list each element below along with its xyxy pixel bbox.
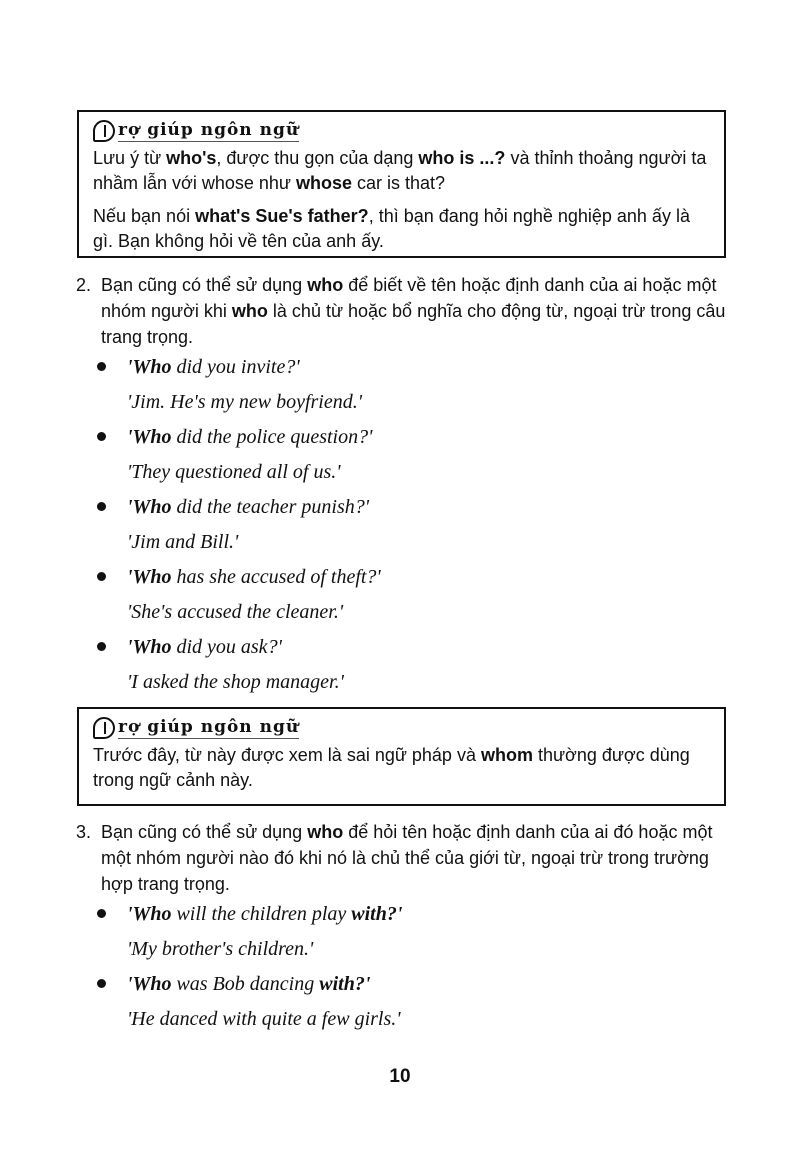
example-question: 'Who will the children play with?' (127, 903, 403, 925)
example-item (95, 353, 715, 423)
example-answer: 'My brother's children.' (127, 938, 314, 960)
language-help-title-text: rợ giúp ngôn ngữ (118, 120, 300, 140)
example-answer: 'She's accused the cleaner.' (127, 601, 344, 623)
note-paragraph-whos: Lưu ý từ who's, được thu gọn của dạng who is ...? và thỉnh thoảng người ta nhầm lẫn với whose như whose car is that? (93, 148, 707, 193)
example-question: 'Who has she accused of theft?' (127, 566, 381, 588)
language-help-title-text: rợ giúp ngôn ngữ (118, 717, 300, 737)
example-item (95, 970, 715, 1040)
bullet-icon (97, 502, 106, 511)
example-question: 'Who did you invite?' (127, 356, 300, 378)
example-item (95, 563, 715, 633)
example-question: 'Who did the police question?' (127, 426, 373, 448)
example-item (95, 493, 715, 563)
example-item (95, 423, 715, 493)
example-question: 'Who was Bob dancing with?' (127, 973, 371, 995)
note-paragraph-whom: Trước đây, từ này được xem là sai ngữ pháp và whom thường được dùng trong ngữ cảnh này. (93, 745, 690, 790)
example-question: 'Who did the teacher punish?' (127, 496, 370, 518)
bullet-icon (97, 979, 106, 988)
bullet-icon (97, 909, 106, 918)
bullet-icon (97, 642, 106, 651)
example-answer: 'Jim and Bill.' (127, 531, 239, 553)
bullet-icon (97, 362, 106, 371)
decorative-t-initial-icon (93, 120, 115, 142)
section-2-text: Bạn cũng có thể sử dụng who để biết về tên hoặc định danh của ai hoặc một nhóm người khi who là chủ từ hoặc bổ nghĩa cho động từ, ngoại trừ trong câu trang trọng. (101, 275, 726, 347)
bullet-icon (97, 572, 106, 581)
section-3-text: Bạn cũng có thể sử dụng who để hỏi tên hoặc định danh của ai đó hoặc một một nhóm người nào đó khi nó là chủ thể của giới từ, ngoại trừ trong trường hợp trang trọng. (101, 822, 713, 894)
example-item (95, 900, 715, 970)
language-help-title (93, 713, 710, 743)
section-2 (76, 272, 736, 350)
decorative-t-initial-icon (93, 717, 115, 739)
bullet-icon (97, 432, 106, 441)
example-item (95, 633, 715, 703)
language-help-box-1 (77, 110, 726, 258)
example-answer: 'They questioned all of us.' (127, 461, 341, 483)
section-number: 3. (76, 822, 92, 842)
example-question: 'Who did you ask?' (127, 636, 282, 658)
example-answer: 'Jim. He's my new boyfriend.' (127, 391, 362, 413)
language-help-title (93, 116, 710, 146)
example-answer: 'I asked the shop manager.' (127, 671, 344, 693)
language-help-box-2 (77, 707, 726, 806)
section-number: 2. (76, 275, 92, 295)
note-paragraph-whats-sues-father: Nếu bạn nói what's Sue's father?, thì bạn đang hỏi nghề nghiệp anh ấy là gì. Bạn không hỏi về tên của anh ấy. (93, 206, 690, 251)
page-number: 10 (389, 1066, 411, 1087)
example-answer: 'He danced with quite a few girls.' (127, 1008, 401, 1030)
section-3 (76, 819, 736, 897)
example-list-section-2 (95, 353, 715, 703)
example-list-section-3 (95, 900, 715, 1040)
